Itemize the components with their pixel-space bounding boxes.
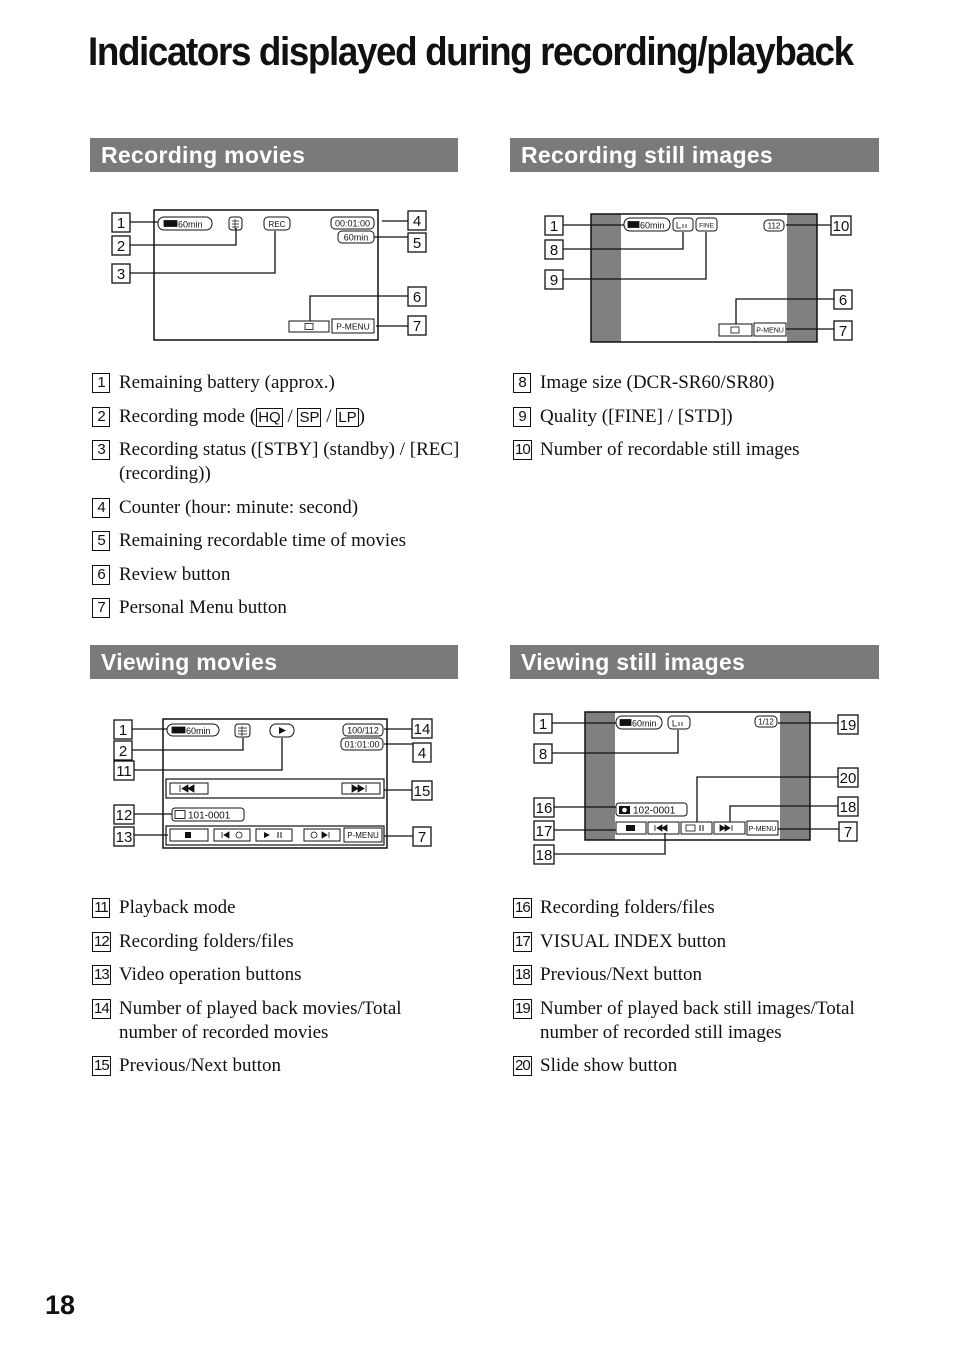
svg-text:17: 17 (535, 823, 553, 840)
legend-item: 10 Number of recordable still images (515, 439, 800, 460)
legend-item: 17 VISUAL INDEX button (515, 930, 727, 952)
callout-2 (114, 741, 132, 760)
svg-text:1: 1 (538, 716, 548, 733)
legend-viewing-stills (511, 896, 883, 1088)
callout-8 (545, 240, 563, 259)
diagram-recording-stills (540, 208, 870, 348)
svg-text:12: 12 (115, 807, 133, 824)
svg-text:8: 8 (549, 242, 559, 259)
callout-19 (838, 715, 858, 734)
remaining-time: 60min (343, 232, 369, 243)
legend-item: 7 Personal Menu button (90, 596, 460, 620)
callout-17 (534, 821, 554, 840)
svg-text:18: 18 (535, 847, 553, 864)
stop-button[interactable] (170, 829, 208, 841)
diagram-recording-movies (108, 205, 438, 345)
svg-text:13: 13 (115, 829, 133, 846)
svg-text:20: 20 (839, 770, 857, 787)
p-menu-button[interactable] (747, 821, 778, 835)
svg-text:9: 9 (549, 272, 559, 289)
callout-4 (408, 211, 426, 230)
p-menu-button[interactable] (754, 323, 786, 336)
rewind-button[interactable] (214, 829, 250, 841)
next-button[interactable] (342, 783, 380, 794)
callout-6 (408, 287, 426, 306)
review-button[interactable] (289, 321, 329, 332)
battery-icon (172, 727, 185, 733)
battery-time: 60min (632, 718, 657, 729)
page-number: 18 (45, 1290, 76, 1320)
legend-recording-movies (90, 371, 460, 630)
hq-badge: HQ (258, 408, 281, 426)
legend-item: 20 Slide show button (515, 1055, 678, 1076)
callout-15 (412, 781, 432, 800)
next-button[interactable] (714, 822, 745, 834)
callout-10 (831, 216, 851, 235)
lp-badge: LP (338, 408, 357, 426)
counter: 01:01:00 (344, 739, 380, 750)
svg-text:1: 1 (549, 218, 559, 235)
sp-badge: SP (299, 408, 320, 426)
svg-text:P-MENU: P-MENU (347, 831, 379, 840)
callout-1 (534, 714, 552, 733)
callout-18 (534, 845, 554, 864)
callout-2 (112, 236, 130, 255)
svg-text:P-MENU: P-MENU (748, 826, 777, 833)
callout-16 (534, 798, 554, 817)
callout-6 (834, 290, 852, 309)
section-title-viewing-stills: Viewing still images (510, 645, 879, 679)
counter: 00:01:00 (334, 218, 371, 229)
svg-text:10: 10 (832, 218, 850, 235)
svg-text:2: 2 (116, 238, 126, 255)
legend-item: 13 Video operation buttons (94, 964, 302, 985)
legend-item: 5 Remaining recordable time of movies (90, 529, 460, 553)
legend-item: 18 Previous/Next button (515, 964, 703, 985)
quality-indicator: FINE (699, 222, 714, 230)
p-menu-button[interactable] (332, 319, 374, 333)
svg-text:1: 1 (116, 215, 126, 232)
battery-time: 60min (186, 726, 211, 736)
callout-11 (114, 761, 134, 780)
battery-time: 60min (640, 220, 665, 231)
legend-item: 19 Number of played back still images/Total number of recorded still images (515, 997, 855, 1043)
callout-14 (412, 719, 432, 738)
callout-13 (114, 827, 134, 846)
svg-text:4: 4 (417, 745, 427, 762)
legend-item: 2 Recording mode ( HQ / SP / LP ) (90, 405, 460, 429)
legend-recording-stills (511, 371, 881, 472)
section-title-viewing-movies: Viewing movies (90, 645, 458, 679)
svg-text:2: 2 (118, 743, 128, 760)
callout-7 (839, 822, 857, 841)
hq-mode-icon (235, 724, 250, 737)
rec-status: REC (268, 220, 286, 229)
callout-7 (413, 827, 431, 846)
previous-button[interactable] (170, 783, 208, 794)
file-number: 101-0001 (188, 810, 231, 822)
legend-item: 1 Remaining battery (approx.) (90, 371, 460, 395)
battery-icon (164, 221, 177, 227)
callout-20 (838, 768, 858, 787)
svg-text:7: 7 (412, 318, 422, 335)
svg-text:8: 8 (538, 746, 548, 763)
legend-item: 15 Previous/Next button (94, 1055, 282, 1076)
callout-7 (834, 321, 852, 340)
played-count: 1/12 (758, 717, 774, 727)
svg-text:6: 6 (412, 289, 422, 306)
legend-item: 9 Quality ([FINE] / [STD]) (511, 405, 881, 429)
svg-text:18: 18 (839, 799, 857, 816)
callout-7 (408, 316, 426, 335)
svg-text:19: 19 (839, 717, 857, 734)
section-title-recording-movies: Recording movies (90, 138, 458, 172)
callout-4 (413, 743, 431, 762)
diagram-viewing-stills (530, 708, 870, 868)
svg-text:7: 7 (843, 824, 853, 841)
svg-text:5: 5 (412, 235, 422, 252)
previous-button[interactable] (648, 822, 679, 834)
p-menu-button[interactable] (344, 828, 382, 842)
battery-icon (628, 222, 639, 228)
svg-text:15: 15 (413, 783, 431, 800)
legend-viewing-movies (90, 896, 462, 1088)
battery-icon (620, 720, 631, 726)
svg-text:16: 16 (535, 800, 553, 817)
callout-18 (838, 797, 858, 816)
svg-text:7: 7 (417, 829, 427, 846)
legend-item: 16 Recording folders/files (515, 897, 715, 918)
slide-show-button[interactable] (681, 822, 712, 834)
svg-text:P-MENU: P-MENU (756, 327, 784, 335)
svg-text:4: 4 (412, 213, 422, 230)
svg-text:6: 6 (838, 292, 848, 309)
battery-time: 60min (178, 219, 203, 230)
callout-1 (545, 216, 563, 235)
recordable-count: 112 (767, 221, 781, 231)
diagram-viewing-movies (108, 712, 438, 854)
svg-text:3: 3 (116, 266, 126, 283)
callout-8 (534, 744, 552, 763)
play-pause-button[interactable] (256, 829, 292, 841)
legend-item: 6 Review button (90, 563, 460, 587)
svg-text:P-MENU: P-MENU (336, 321, 370, 332)
svg-text:1: 1 (118, 722, 128, 739)
legend-item: 4 Counter (hour: minute: second) (90, 496, 460, 520)
page-title: Indicators displayed during recording/playback (88, 30, 853, 74)
svg-text:7: 7 (838, 323, 848, 340)
callout-12 (114, 805, 134, 824)
fast-forward-button[interactable] (304, 829, 340, 841)
callout-1 (112, 213, 130, 232)
callout-3 (112, 264, 130, 283)
played-count: 100/112 (347, 725, 379, 736)
callout-9 (545, 270, 563, 289)
legend-item: 14 Number of played back movies/Total number of recorded movies (94, 997, 402, 1043)
film-icon (175, 811, 185, 819)
legend-item: 11 Playback mode (90, 896, 462, 920)
callout-1 (114, 720, 132, 739)
svg-text:11: 11 (116, 763, 132, 780)
callout-5 (408, 233, 426, 252)
legend-item: 8 Image size (DCR-SR60/SR80) (511, 371, 881, 395)
file-number: 102-0001 (633, 805, 676, 817)
prev-next-bar (166, 779, 384, 798)
svg-text:14: 14 (413, 721, 431, 738)
visual-index-button[interactable] (616, 822, 646, 834)
section-title-recording-stills: Recording still images (510, 138, 879, 172)
legend-item: 12 Recording folders/files (94, 930, 294, 952)
legend-item: 3 Recording status ([STBY] (standby) / [REC] (recording)) (90, 438, 460, 486)
review-button[interactable] (719, 324, 752, 336)
